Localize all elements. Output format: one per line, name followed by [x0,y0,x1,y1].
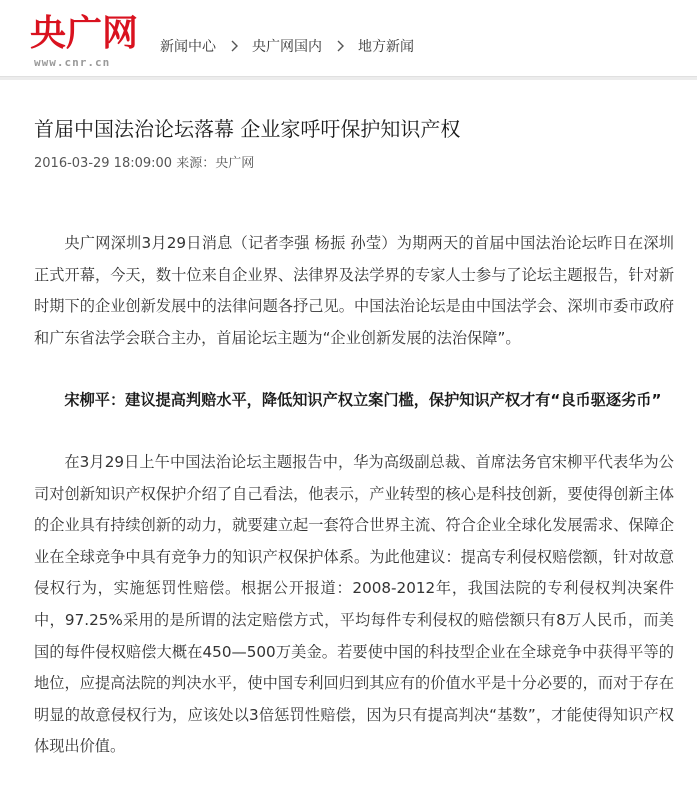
article-meta [34,154,254,174]
site-header [0,0,697,78]
article-subheading: 宋柳平：建议提高判赔水平，降低知识产权立案门槛，保护知识产权才有“良币驱逐劣币” [64,391,662,410]
site-logo[interactable] [30,14,145,70]
article-paragraph: 央广网深圳3月29日消息（记者李强 杨振 孙莹）为期两天的首届中国法治论坛昨日在深圳正式开幕，今天，数十位来自企业界、法律界及法学界的专家人士参与了论坛主题报告，针对新时期下的企业创新发展中的法律问题各抒己见。中国法治论坛是由中国法学会、深圳市委市政府和广东省法学会联合主办，首届论坛主题为“企业创新发展的法治保障”。 [34,234,674,347]
breadcrumb [160,36,414,56]
chevron-right-icon [225,40,243,52]
article-body [34,228,674,763]
logo-url-text: www.cnr.cn [34,56,111,69]
breadcrumb-item-local-news[interactable]: 地方新闻 [358,39,414,55]
header-divider [0,76,697,80]
source-name: 央广网 [215,156,255,171]
chevron-right-icon [331,40,349,52]
publish-date: 2016-03-29 18:09:00 [34,156,173,171]
article-paragraph: 在3月29日上午中国法治论坛主题报告中，华为高级副总裁、首席法务官宋柳平代表华为公司对创新知识产权保护介绍了自己看法，他表示，产业转型的核心是科技创新，要使得创新主体的企业具有持续创新的动力，就要建立起一套符合世界主流、符合企业全球化发展需求、保障企业在全球竞争中具有竞争力的知识产权保护体系。为此他建议：提高专利侵权赔偿额，针对故意侵权行为，实施惩罚性赔偿。根据公开报道：2008-2012年，我国法院的专利侵权判决案件中，97.25%采用的是所谓的法定赔偿方式，平均每件专利侵权的赔偿额只有8万人民币，而美国的每件侵权赔偿大概在450—500万美金。若要使中国的科技型企业在全球竞争中获得平等的地位，应提高法院的判决水平，使中国专利回归到其应有的价值水平是十分必要的，而对于存在明显的故意侵权行为，应该处以3倍惩罚性赔偿，因为只有提高判决“基数”，才能使得知识产权体现出价值。 [34,452,674,756]
article-title: 首届中国法治论坛落幕 企业家呼吁保护知识产权 [34,117,461,141]
breadcrumb-item-news-center[interactable]: 新闻中心 [160,39,216,55]
source-label: 来源： [176,156,216,171]
breadcrumb-item-domestic[interactable]: 央广网国内 [252,39,322,55]
logo-wordmark: 央广网 [30,13,139,54]
